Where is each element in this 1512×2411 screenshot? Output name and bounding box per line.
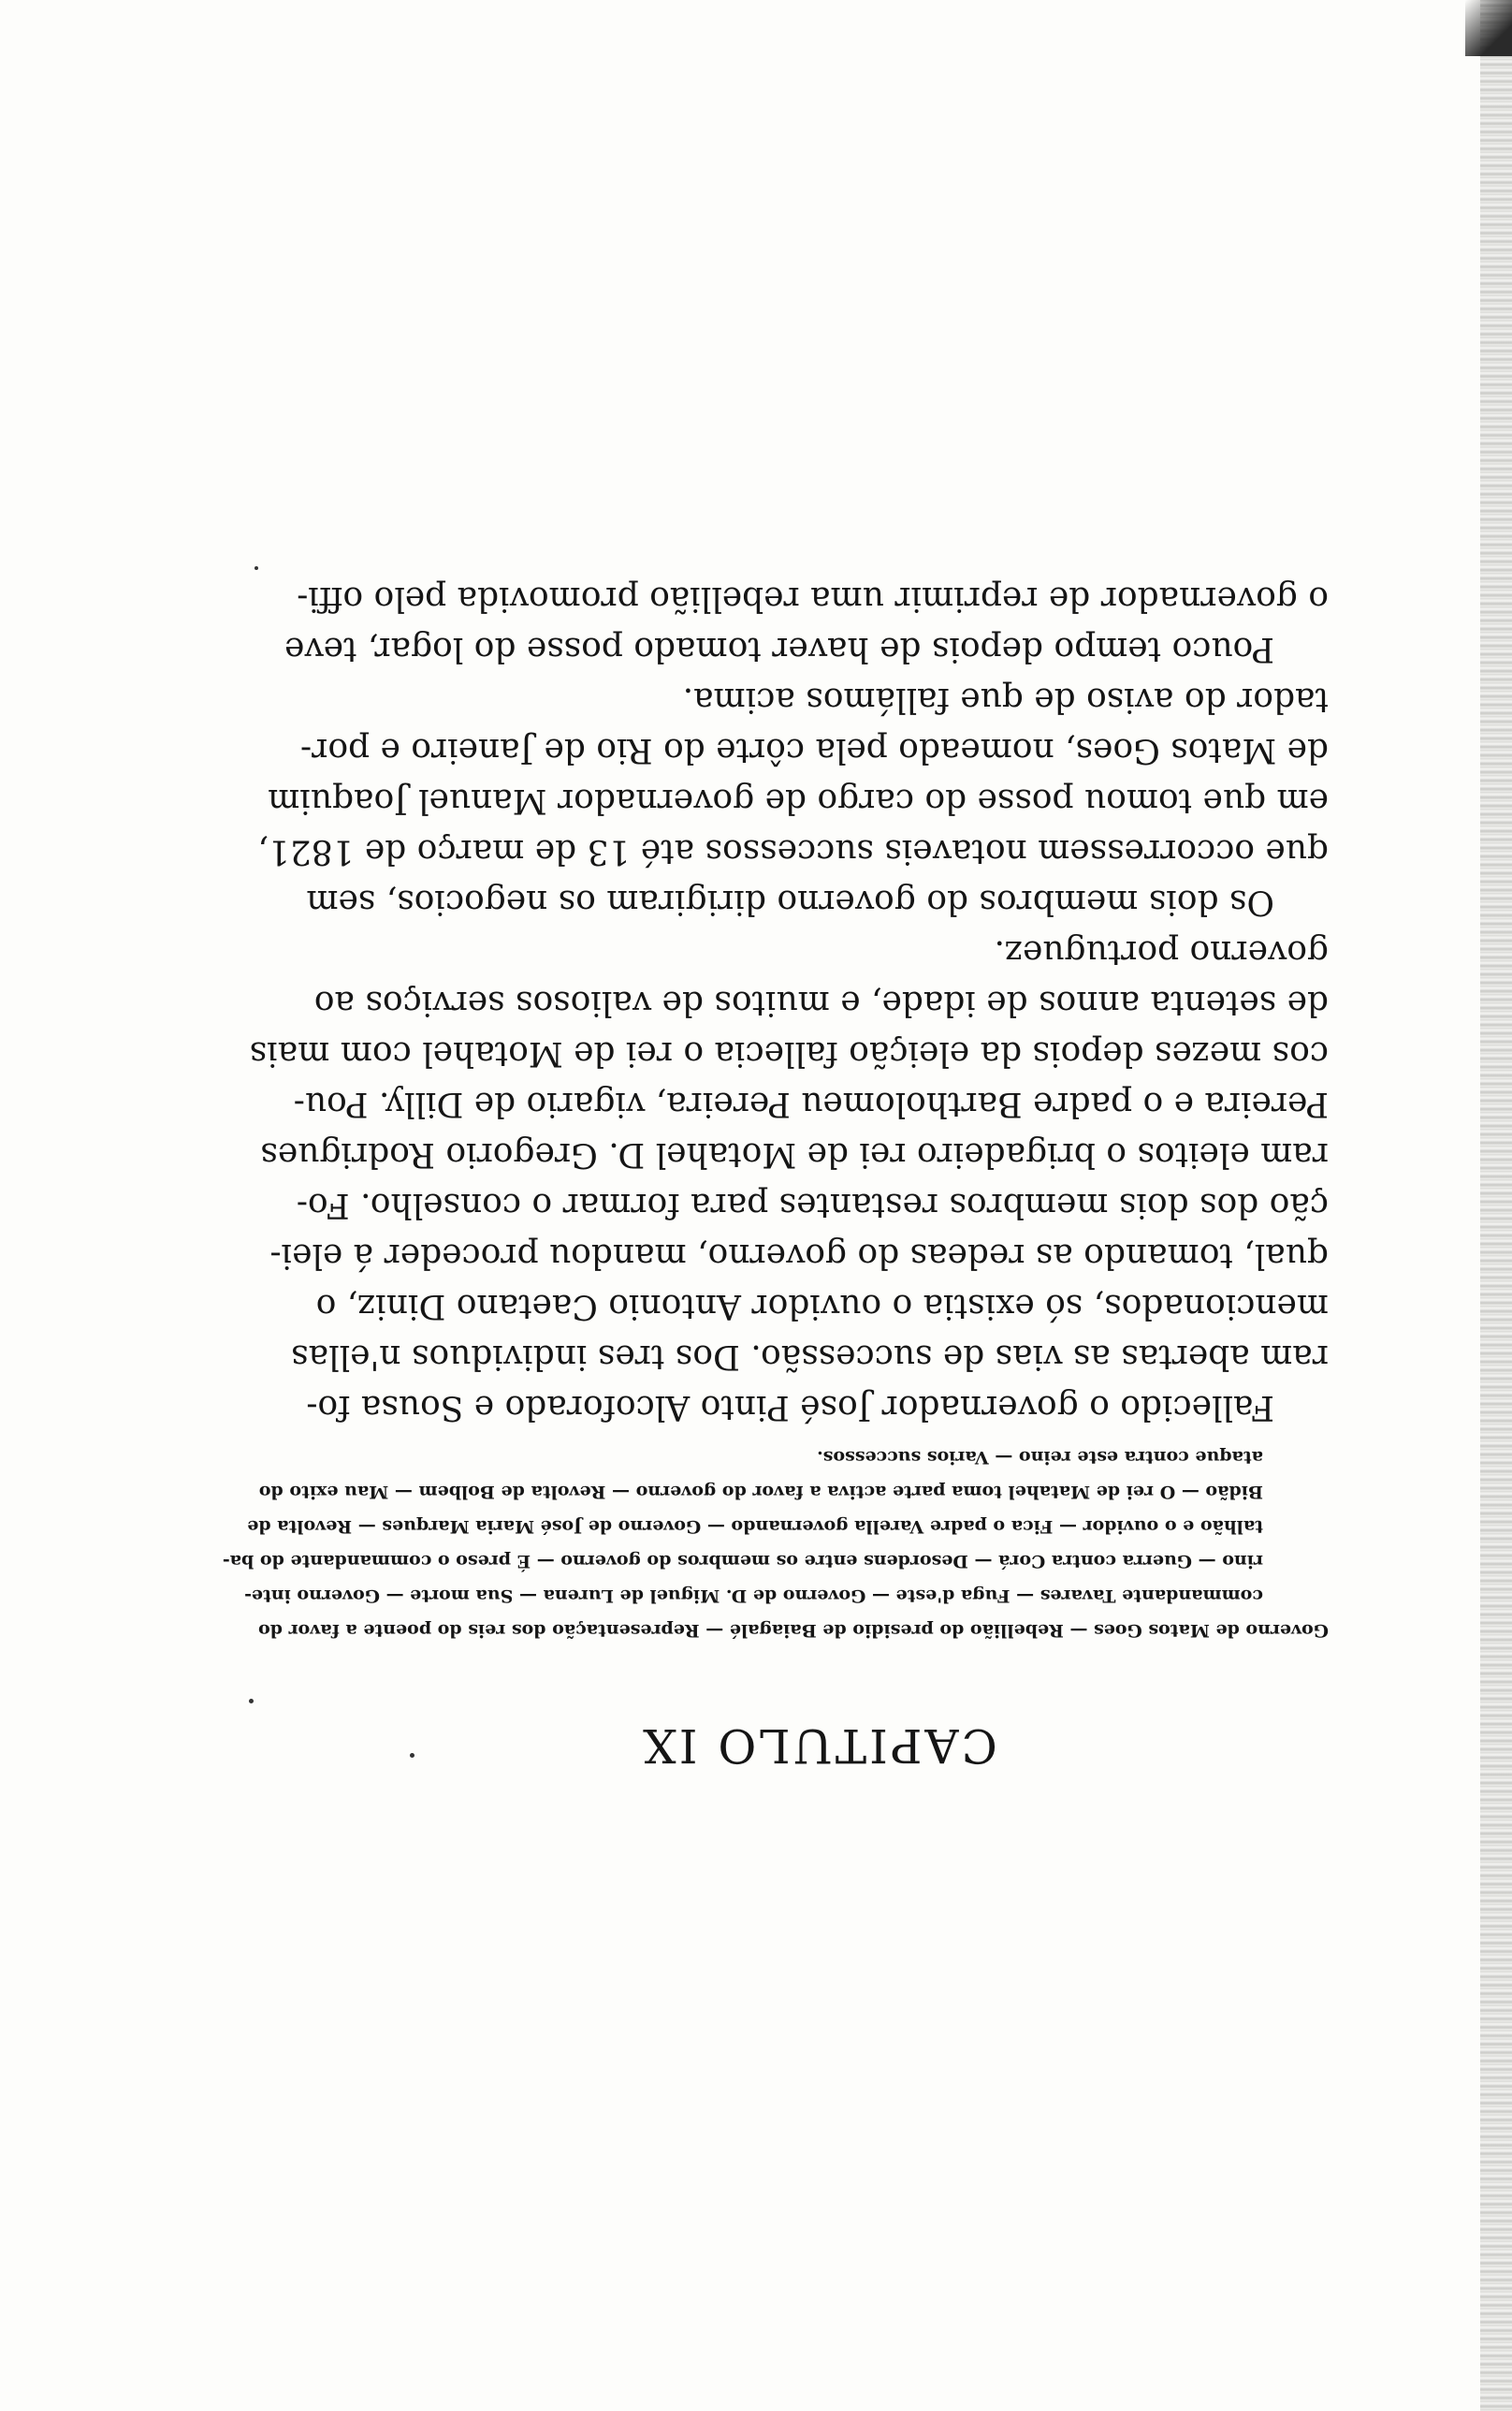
text-line: Pouco tempo depois de haver tomado posse do logar, teve [284, 630, 1274, 668]
summary-line: rino — Guerra contra Corá — Desordens entre os membros do governo — É preso o commandante do ba- [222, 1551, 1263, 1571]
summary-line: Bidão — O rei de Matahel toma parte activa a favor do governo — Revolta de Bolbem — Mau exito do [258, 1482, 1263, 1502]
text-line: que occorressem notaveis successos até 13 de março de 1821, [257, 832, 1329, 870]
upside-down-text-block [222, 332, 1329, 1774]
summary-line: commandante Tavares — Fuga d'este — Governo de D. Miguel de Lurena — Sua morte — Governo inte- [244, 1585, 1263, 1606]
text-line: de Matos Goes, nomeado pela côrte do Rio de Janeiro e por- [300, 731, 1329, 769]
text-line: cos mezes depois da eleição fallecia o rei de Motahel com mais [249, 1034, 1329, 1073]
text-line: de setenta annos de idade, e muitos de valiosos serviços ao [313, 984, 1329, 1022]
summary-line: ataque contra este reino — Varios successos. [817, 1447, 1263, 1468]
text-line: ram abertas as vias de successão. Dos tres individuos n'ellas [291, 1337, 1329, 1376]
page-corner-shadow [1465, 0, 1512, 56]
text-line: Os dois membros do governo dirigiram os negocios, sem [306, 883, 1274, 921]
ink-speck [249, 1699, 254, 1703]
text-line: Pereira e o padre Bartholomeu Pereira, vigario de Dilly. Pou- [293, 1085, 1329, 1123]
text-line: ram eleitos o brigadeiro rei de Motahel D. Gregorio Rodrigues [260, 1135, 1329, 1174]
text-line: qual, tomando as redeas do governo, mandou proceder á elei- [269, 1236, 1329, 1275]
summary-line: Governo de Matos Goes — Rebellião do presidio de Baiagalé — Representação dos reis do poente a favor do [258, 1620, 1329, 1641]
text-line: Fallecido o governador José Pinto Alcoforado e Sousa fo- [306, 1388, 1274, 1426]
text-line: em que tomou posse do cargo de governador Manuel Joaquim [268, 782, 1329, 820]
text-line: o governador de reprimir uma rebellião promovida pelo offi- [297, 579, 1329, 618]
text-line: ção dos dois membros restantes para formar o conselho. Fo- [296, 1186, 1329, 1224]
chapter-title: CAPITULO IX [640, 1718, 997, 1773]
chapter-summary [222, 1439, 1329, 1647]
text-line: mencionados, só existia o ouvidor Antonio Caetano Diniz, o [315, 1287, 1329, 1325]
chapter-body [249, 573, 1329, 1432]
page-edge [1480, 0, 1512, 2411]
text-line: tador do aviso de que fallámos acima. [682, 680, 1329, 719]
text-line: governo portuguez. [994, 933, 1329, 972]
summary-line: talhão e o ouvidor — Fica o padre Varella governando — Governo de José Maria Marques — Revolta de [247, 1516, 1263, 1537]
ink-speck [254, 566, 258, 570]
